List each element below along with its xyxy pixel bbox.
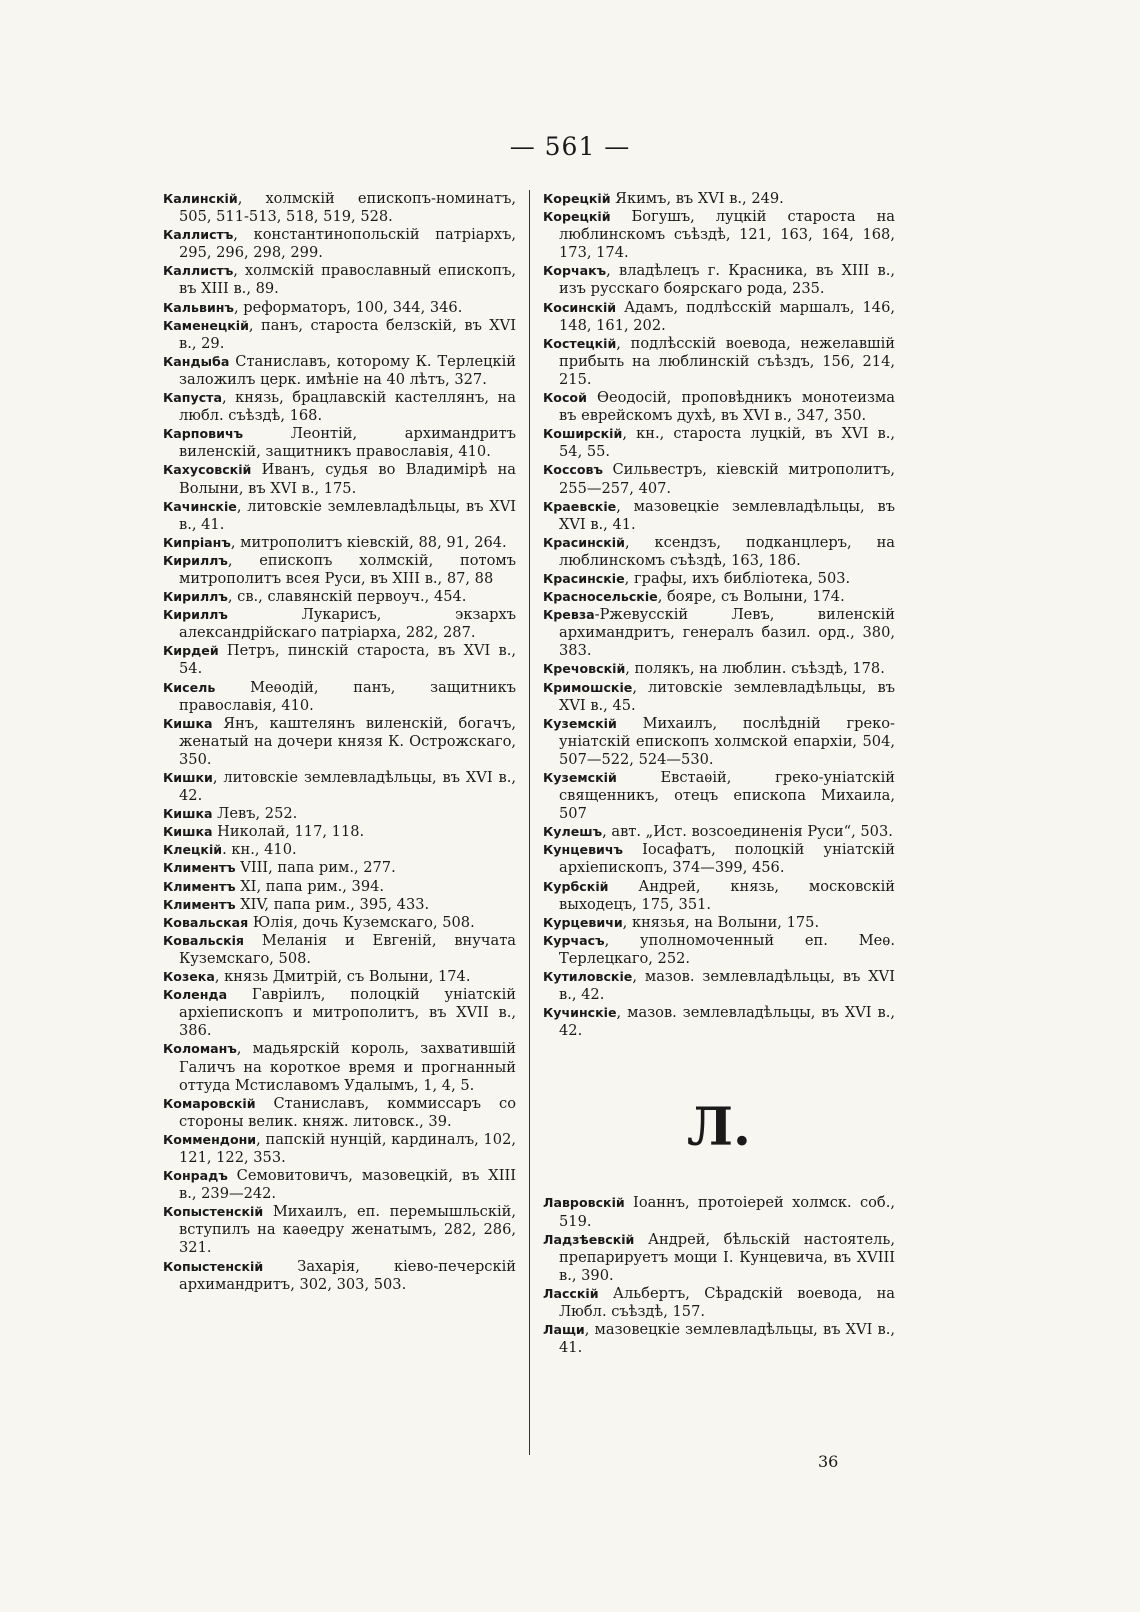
index-entry (543, 335, 895, 389)
entry-text: , мазовецкіе землевладѣльцы, въ XVI в., 41. (559, 1321, 895, 1357)
index-entry (543, 1004, 895, 1040)
index-entry (163, 805, 516, 823)
entry-headword: Кириллъ (163, 552, 228, 568)
entry-text: , панъ, староста белзскій, въ XVI в., 29. (179, 316, 516, 352)
index-entry (543, 534, 895, 570)
index-entry (163, 190, 516, 226)
index-entry (163, 896, 516, 914)
entry-headword: Козека (163, 969, 215, 985)
index-entry (543, 1194, 895, 1230)
entry-text: , князья, на Волыни, 175. (622, 913, 820, 931)
entry-headword: Капуста (163, 390, 222, 406)
index-entry (163, 859, 516, 877)
entry-text: Петръ, пинскій староста, въ XVI в., 54. (179, 642, 516, 678)
index-entry (543, 660, 895, 678)
entry-text: Михаилъ, послѣдній греко-уніатскій епископъ холмской епархіи, 504, 507—522, 524—530. (559, 714, 895, 768)
index-entry (163, 642, 516, 678)
entry-headword: Корецкій (543, 191, 611, 206)
index-entry (543, 1321, 895, 1357)
section-letter-heading: Л. (686, 1097, 752, 1159)
entry-text: Якимъ, въ XVI в., 249. (610, 190, 784, 207)
index-entry (543, 932, 895, 968)
entry-headword: Костецкій (543, 335, 617, 351)
entry-text: Адамъ, подлѣсскій маршалъ, 146, 148, 161, 202. (559, 298, 895, 334)
index-entry (163, 715, 516, 769)
entry-headword: Красносельскіе (543, 589, 658, 605)
index-entry (543, 299, 895, 335)
entry-text: , уполномоченный еп. Меѳ. Терлецкаго, 252. (559, 931, 895, 967)
entry-text: . кн., 410. (222, 841, 297, 859)
index-entry (163, 968, 516, 986)
entry-text: Іосафатъ, полоцкій уніатскій архіепископъ, 374—399, 456. (559, 841, 895, 877)
entry-headword: Куземскій (543, 715, 617, 731)
entry-text: VIII, папа рим., 277. (235, 859, 396, 877)
entry-text: Меланія и Евгеній, внучата Куземскаго, 508. (179, 931, 516, 967)
entry-headword: Коммендони (163, 1131, 257, 1147)
entry-headword: Корчакъ (543, 263, 607, 279)
index-entry (543, 823, 895, 841)
entry-headword: Лавровскій (543, 1195, 625, 1211)
index-entry (543, 208, 895, 262)
index-entry (163, 841, 516, 859)
entry-headword: Корецкій (543, 209, 611, 225)
index-entry (163, 353, 516, 389)
index-entry (163, 1131, 516, 1167)
entry-headword: Калинскій (163, 191, 238, 206)
column-divider (529, 190, 530, 1455)
entry-headword: Курчасъ (543, 932, 605, 948)
entry-headword: Красинскіе (543, 570, 625, 586)
entry-headword: Климентъ (163, 860, 236, 876)
entry-text: Янъ, каштелянъ виленскій, богачъ, женатый на дочери князя К. Острожскаго, 350. (179, 714, 516, 768)
entry-headword: Кирдей (163, 643, 219, 659)
index-column-right (543, 190, 895, 1357)
index-entry (543, 968, 895, 1004)
entry-text: Богушъ, луцкій староста на люблинскомъ съѣздѣ, 121, 163, 164, 168, 173, 174. (559, 208, 895, 262)
entry-text: Левъ, 252. (212, 805, 298, 823)
entry-headword: Ковальскія (163, 932, 245, 948)
index-entry (163, 262, 516, 298)
entry-headword: Каллистъ (163, 263, 234, 279)
entry-text: Андрей, бѣльскій настоятель, препарируетъ мощи І. Кунцевича, въ XVIII в., 390. (559, 1230, 895, 1284)
index-entry (543, 769, 895, 823)
entry-headword: Комаровскій (163, 1095, 256, 1111)
entry-headword: Кириллъ (163, 607, 228, 623)
index-entry (163, 552, 516, 588)
entry-text: Станиславъ, коммиссаръ со стороны велик. княж. литовск., 39. (179, 1094, 516, 1130)
entry-text: , мадьярскій король, захватившій Галичъ на короткое время и прогнанный оттуда Мстиславомъ Удалымъ, 1, 4, 5. (179, 1040, 516, 1094)
entry-headword: Кишки (163, 770, 213, 785)
entry-headword: Конрадъ (163, 1168, 228, 1184)
entry-text: Захарія, кіево-печерскій архимандритъ, 302, 303, 503. (179, 1257, 516, 1293)
entry-text: , графы, ихъ библіотека, 503. (624, 569, 851, 587)
index-entry (543, 914, 895, 932)
entry-text: Юлія, дочь Куземскаго, 508. (248, 913, 475, 931)
entry-text: Лукарисъ, экзархъ александрійскаго патріарха, 282, 287. (179, 606, 516, 642)
index-entry (163, 1095, 516, 1131)
entry-headword: Кишка (163, 715, 213, 731)
entry-headword: Кучинскіе (543, 1005, 617, 1021)
entry-headword: Кримошскіе (543, 679, 633, 695)
entry-text: , епископъ холмскій, потомъ митрополитъ всея Руси, въ XIII в., 87, 88 (179, 551, 516, 587)
entry-text: Семовитовичъ, мазовецкій, въ XIII в., 239—242. (179, 1167, 516, 1203)
index-entry (163, 425, 516, 461)
entry-text: , константинопольскій патріархъ, 295, 296, 298, 299. (179, 226, 516, 262)
index-entry (163, 498, 516, 534)
entry-headword: Курцевичи (543, 914, 623, 930)
entry-text: , литовскіе землевладѣльцы, въ XVI в., 41. (179, 497, 516, 533)
index-entry (163, 1040, 516, 1094)
signature-mark: 36 (818, 1452, 839, 1471)
entry-text: , мазовецкіе землевладѣльцы, въ XVI в., 41. (559, 497, 895, 533)
entry-text: Альбертъ, Сѣрадскій воевода, на Любл. съѣздѣ, 157. (559, 1284, 895, 1320)
entry-text: , мазов. землевладѣльцы, въ XVI в., 42. (559, 968, 895, 1004)
index-entry (163, 1167, 516, 1203)
entry-headword: Ладзѣевскій (543, 1231, 635, 1247)
entry-text: , мазов. землевладѣльцы, въ XVI в., 42. (559, 1004, 895, 1040)
entry-text: Іоаннъ, протоіерей холмск. соб., 519. (559, 1194, 895, 1230)
entry-text: , авт. „Ист. возсоединенія Руси“, 503. (602, 823, 893, 841)
entry-text: , князь Дмитрій, съ Волыни, 174. (214, 968, 471, 986)
index-column-left (163, 190, 516, 1294)
entry-text: Михаилъ, еп. перемышльскій, вступилъ на каѳедру женатымъ, 282, 286, 321. (179, 1203, 516, 1257)
index-entry (543, 715, 895, 769)
entry-headword: Кутиловскіе (543, 969, 633, 985)
entry-text: , полякъ, на люблин. съѣздѣ, 178. (625, 660, 885, 678)
section-k-entries (543, 190, 895, 1040)
entry-headword: Карповичъ (163, 426, 244, 442)
index-entry (543, 570, 895, 588)
entry-headword: Кишка (163, 806, 213, 822)
entry-text: , реформаторъ, 100, 344, 346. (233, 298, 463, 316)
entry-headword: Коширскій (543, 426, 623, 442)
entry-text: XI, папа рим., 394. (235, 877, 385, 895)
index-entry (163, 299, 516, 317)
entry-headword: Качинскіе (163, 498, 237, 514)
index-entry (163, 878, 516, 896)
entry-headword: Косинскій (543, 299, 617, 315)
entry-text: , св., славянскій первоуч., 454. (227, 588, 467, 606)
entry-text: , ксендзъ, подканцлеръ, на люблинскомъ съѣздѣ, 163, 186. (559, 533, 895, 569)
entry-headword: Кириллъ (163, 589, 228, 605)
entry-headword: Климентъ (163, 896, 236, 912)
entry-headword: Коссовъ (543, 462, 603, 478)
entry-headword: Кальвинъ (163, 299, 234, 315)
entry-headword: Кисель (163, 679, 216, 695)
index-entry (543, 389, 895, 425)
entry-headword: Ковальская (163, 914, 249, 930)
entry-headword: Копыстенскій (163, 1204, 264, 1220)
entry-headword: Кревза (543, 607, 595, 623)
index-entry (163, 823, 516, 841)
entry-headword: Кипріанъ (163, 534, 231, 550)
entry-text: -Ржевусскій Левъ, виленскій архимандритъ, генералъ базил. орд., 380, 383. (559, 606, 895, 660)
entry-text: Станиславъ, которому К. Терлецкій заложилъ церк. имѣніе на 40 лѣтъ, 327. (179, 352, 516, 388)
entry-text: Ѳеодосій, проповѣдникъ монотеизма въ еврейскомъ духѣ, въ XVI в., 347, 350. (559, 389, 895, 425)
index-entry (543, 1285, 895, 1321)
entry-text: Иванъ, судья во Владимірѣ на Волыни, въ XVI в., 175. (179, 461, 516, 497)
index-entry (543, 679, 895, 715)
index-entry (163, 679, 516, 715)
index-entry (163, 1258, 516, 1294)
entry-headword: Кречовскій (543, 661, 626, 677)
index-entry (163, 389, 516, 425)
index-entry (163, 534, 516, 552)
entry-headword: Кунцевичъ (543, 842, 623, 858)
entry-headword: Лащи (543, 1322, 585, 1338)
entry-headword: Кулешъ (543, 824, 603, 840)
entry-text: , подлѣсскій воевода, нежелавшій прибыть на люблинскій съѣздъ, 156, 214, 215. (559, 334, 895, 388)
entry-headword: Кишка (163, 824, 213, 840)
entry-text: Евстаѳій, греко-уніатскій священникъ, отецъ епископа Михаила, 507 (559, 769, 895, 823)
entry-headword: Ласскій (543, 1285, 599, 1301)
entry-text: Меѳодій, панъ, защитникъ православія, 410. (179, 678, 516, 714)
entry-text: , кн., староста луцкій, въ XVI в., 54, 55. (559, 425, 895, 461)
index-entry (163, 769, 516, 805)
entry-headword: Курбскій (543, 878, 609, 894)
entry-text: , владѣлецъ г. Красника, въ XIII в., изъ русскаго боярскаго рода, 235. (559, 262, 895, 298)
entry-headword: Красинскій (543, 534, 625, 550)
entry-headword: Климентъ (163, 878, 236, 894)
page-number: — 561 — (509, 132, 631, 161)
entry-text: , князь, брацлавскій кастеллянъ, на любл. съѣздѣ, 168. (179, 389, 516, 425)
entry-text: , митрополитъ кіевскій, 88, 91, 264. (230, 533, 507, 551)
index-entry (543, 588, 895, 606)
index-entry (163, 914, 516, 932)
section-l-entries (543, 1194, 895, 1357)
entry-headword: Коломанъ (163, 1041, 237, 1057)
entry-headword: Каллистъ (163, 227, 234, 243)
index-entry (163, 461, 516, 497)
entry-headword: Куземскій (543, 770, 617, 785)
entry-headword: Клецкій (163, 842, 223, 858)
entry-headword: Кандыба (163, 353, 230, 369)
entry-headword: Кахусовскій (163, 462, 252, 478)
index-entry (543, 498, 895, 534)
index-entry (543, 190, 895, 208)
entry-text: , холмскій православный епископъ, въ XIII в., 89. (179, 262, 516, 298)
entry-text: Сильвестръ, кіевскій митрополитъ, 255—257, 407. (559, 461, 895, 497)
entry-headword: Каменецкій (163, 317, 249, 333)
entry-headword: Коленда (163, 987, 228, 1003)
index-entry (163, 986, 516, 1040)
entry-text: , литовскіе землевладѣльцы, въ XVI в., 45. (559, 678, 895, 714)
index-entry (543, 262, 895, 298)
index-entry (163, 1203, 516, 1257)
entry-text: , бояре, съ Волыни, 174. (657, 588, 845, 606)
entry-text: , холмскій епископъ-номинатъ, 505, 511-513, 518, 519, 528. (179, 190, 516, 226)
index-entry (163, 932, 516, 968)
index-entry (163, 226, 516, 262)
index-entry (163, 606, 516, 642)
entry-text: Андрей, князь, московскій выходецъ, 175, 351. (559, 877, 895, 913)
index-entry (163, 588, 516, 606)
entry-text: Гавріилъ, полоцкій уніатскій архіепископъ и митрополитъ, въ XVII в., 386. (179, 986, 516, 1040)
index-entry (543, 461, 895, 497)
index-entry (543, 1231, 895, 1285)
entry-text: , папскій нунцій, кардиналъ, 102, 121, 122, 353. (179, 1130, 516, 1166)
entry-headword: Косой (543, 390, 587, 406)
entry-text: Леонтій, архимандритъ виленскій, защитникъ православія, 410. (179, 425, 516, 461)
entry-text: Николай, 117, 118. (212, 823, 365, 841)
index-entry (163, 317, 516, 353)
index-entry (543, 878, 895, 914)
entry-headword: Копыстенскій (163, 1258, 264, 1274)
index-entry (543, 841, 895, 877)
entry-text: XIV, папа рим., 395, 433. (235, 895, 430, 913)
index-entry (543, 425, 895, 461)
entry-headword: Краевскіе (543, 498, 617, 514)
entry-text: , литовскіе землевладѣльцы, въ XVI в., 42. (179, 769, 516, 805)
index-entry (543, 606, 895, 660)
